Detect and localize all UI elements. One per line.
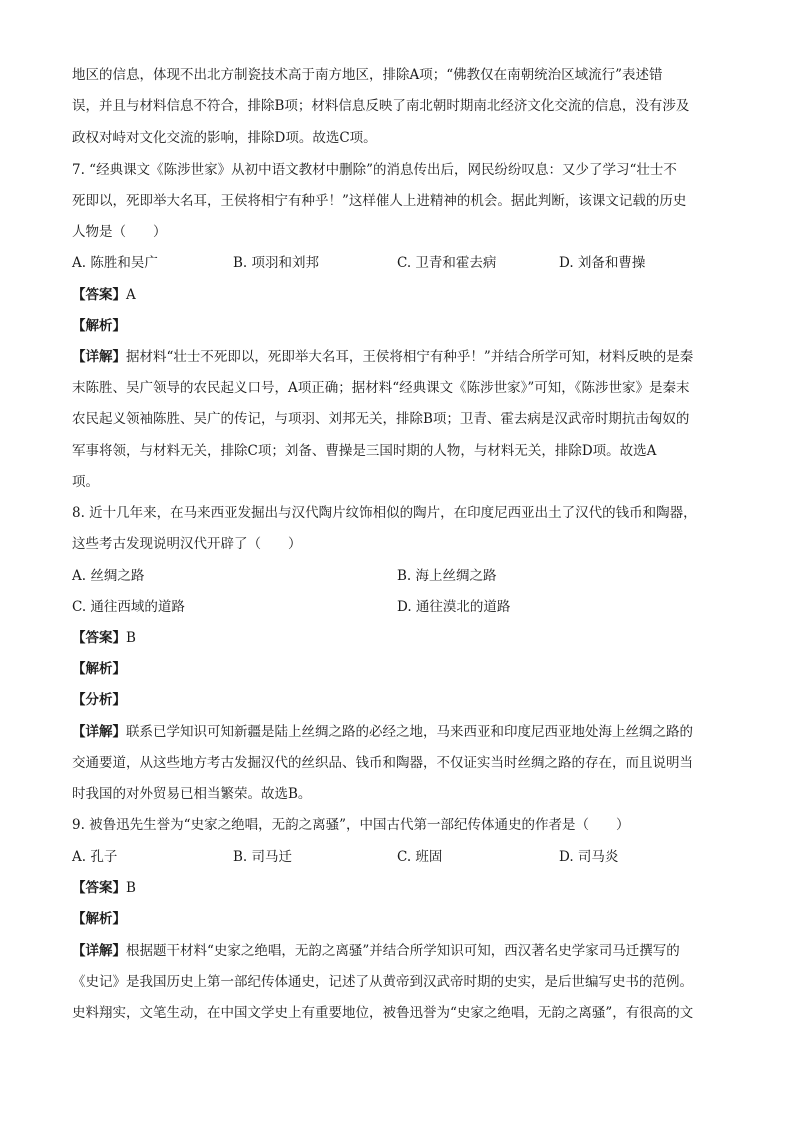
q8-analysis-tag: 【解析】 (72, 661, 126, 677)
q7-detail-line-1 (72, 347, 693, 367)
q7-detail-line-2: 末陈胜、吴广领导的农民起义口号，A项正确；据材料“经典课文《陈涉世家》”可知，《陈涉世家》是秦末 (72, 380, 690, 396)
q9-option-b: B. 司马迁 (233, 849, 293, 865)
q9-stem-line-1: 9. 被鲁迅先生誉为“史家之绝唱，无韵之离骚”，中国古代第一部纪传体通史的作者是（ ） (72, 817, 630, 833)
q8-detail-text-1: 联系已学知识可知新疆是陆上丝绸之路的必经之地，马来西亚和印度尼西亚地处海上丝绸之路的 (126, 724, 693, 740)
q7-answer-value: A (126, 287, 136, 303)
q7-option-c: C. 卫青和霍去病 (397, 255, 497, 271)
q7-answer-tag: 【答案】 (72, 287, 126, 303)
q7-answer (72, 285, 136, 305)
q7-stem-line-1: 7. “经典课文《陈涉世家》从初中语文教材中删除”的消息传出后，网民纷纷叹息：又少了学习“壮士不 (72, 162, 677, 178)
q7-option-b: B. 项羽和刘邦 (233, 255, 320, 271)
q9-option-d: D. 司马炎 (559, 849, 619, 865)
q8-option-c: C. 通往西域的道路 (72, 599, 185, 615)
q9-answer-value: B (126, 880, 136, 896)
q8-detail-line-3: 时我国的对外贸易已相当繁荣。故选B。 (72, 786, 312, 802)
q9-option-c: C. 班固 (397, 849, 443, 865)
q8-detail-tag: 【详解】 (72, 724, 126, 740)
q7-analysis-tag: 【解析】 (72, 318, 126, 334)
q9-detail-line-3: 史料翔实，文笔生动，在中国文学史上有重要地位，被鲁迅誉为“史家之绝唱，无韵之离骚”，有很高的文 (72, 1005, 694, 1021)
q7-stem-line-3: 人物是（ ） (72, 224, 167, 240)
q9-detail-line-1 (72, 941, 680, 961)
q7-detail-line-5: 项。 (72, 474, 99, 490)
q8-option-b: B. 海上丝绸之路 (397, 568, 497, 584)
q8-answer-tag: 【答案】 (72, 630, 126, 646)
q8-option-d: D. 通往漠北的道路 (397, 599, 511, 615)
q7-detail-tag: 【详解】 (72, 349, 126, 365)
q8-detail-line-2: 交通要道，从这些地方考古发掘汉代的丝织品、钱币和陶器，不仅证实当时丝绸之路的存在，而且说明当 (72, 755, 693, 771)
q8-answer-value: B (126, 630, 136, 646)
prev-explanation-line-2: 误，并且与材料信息不符合，排除B项；材料信息反映了南北朝时期南北经济文化交流的信息，没有涉及 (72, 98, 690, 114)
q9-detail-text-1: 根据题干材料“史家之绝唱，无韵之离骚”并结合所学知识可知，西汉著名史学家司马迁撰写的 (126, 943, 680, 959)
q8-answer (72, 628, 136, 648)
q9-option-a: A. 孔子 (72, 849, 118, 865)
prev-explanation-line-3: 政权对峙对文化交流的影响，排除D项。故选C项。 (72, 130, 377, 146)
q9-analysis-tag: 【解析】 (72, 911, 126, 927)
q8-option-a: A. 丝绸之路 (72, 568, 145, 584)
q7-option-a: A. 陈胜和吴广 (72, 255, 158, 271)
q7-option-d: D. 刘备和曹操 (559, 255, 646, 271)
prev-explanation-line-1: 地区的信息，体现不出北方制瓷技术高于南方地区，排除A项；“佛教仅在南朝统治区域流行”表述错 (72, 67, 663, 83)
q9-detail-tag: 【详解】 (72, 943, 126, 959)
q7-detail-line-3: 农民起义领袖陈胜、吴广的传记，与项羽、刘邦无关，排除B项；卫青、霍去病是汉武帝时期抗击匈奴的 (72, 411, 690, 427)
q9-answer (72, 878, 136, 898)
q7-stem-line-2: 死即以，死即举大名耳，王侯将相宁有种乎！”这样催人上进精神的机会。据此判断，该课文记载的历史 (72, 193, 687, 209)
q7-detail-line-4: 军事将领，与材料无关，排除C项；刘备、曹操是三国时期的人物，与材料无关，排除D项。故选A (72, 443, 657, 459)
q9-answer-tag: 【答案】 (72, 880, 126, 896)
q8-fenxi-tag: 【分析】 (72, 692, 126, 708)
q9-detail-line-2: 《史记》是我国历史上第一部纪传体通史，记述了从黄帝到汉武帝时期的史实，是后世编写史书的范例。 (72, 974, 693, 990)
q8-stem-line-1: 8. 近十几年来，在马来西亚发掘出与汉代陶片纹饰相似的陶片，在印度尼西亚出土了汉代的钱币和陶器， (72, 505, 697, 521)
q8-detail-line-1 (72, 722, 693, 742)
q8-stem-line-2: 这些考古发现说明汉代开辟了（ ） (72, 536, 302, 552)
q7-detail-text-1: 据材料“壮士不死即以，死即举大名耳，王侯将相宁有种乎！”并结合所学可知，材料反映的是秦 (126, 349, 694, 365)
